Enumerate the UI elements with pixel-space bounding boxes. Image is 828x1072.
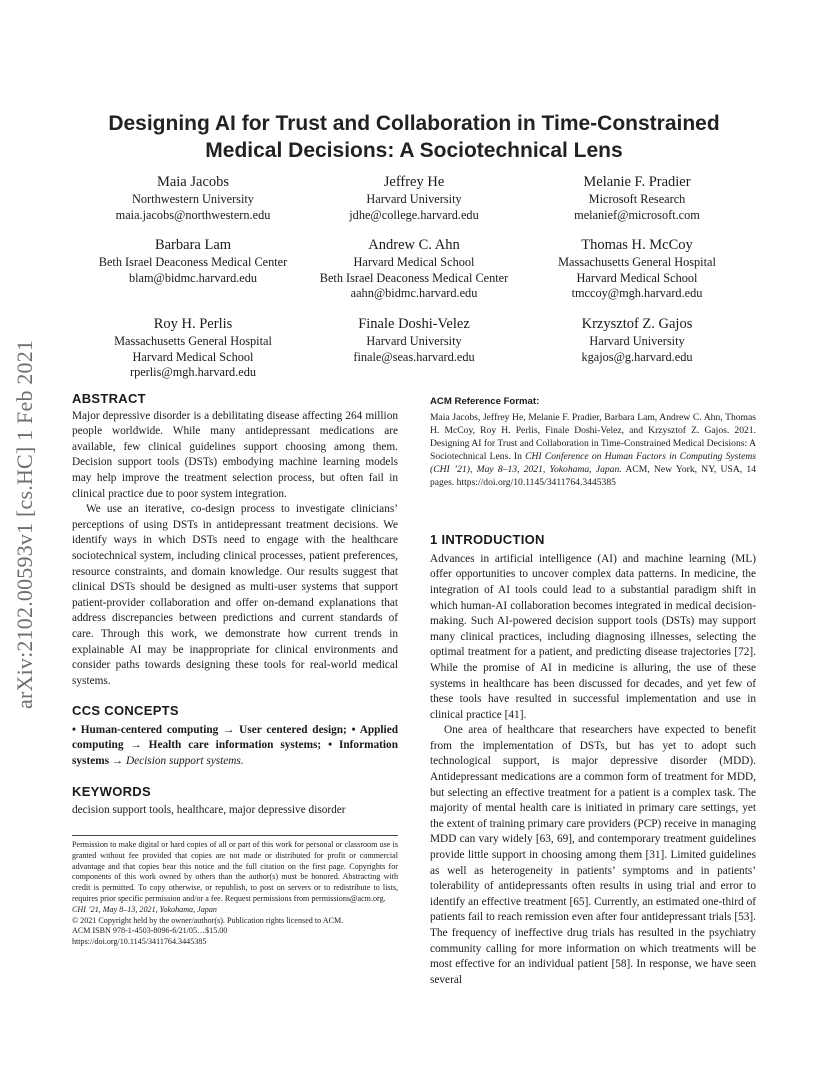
- title-line-2: Medical Decisions: A Sociotechnical Lens: [205, 139, 623, 162]
- acm-ref-authors: Maia Jacobs, Jeffrey He, Melanie F. Pradier, Barbara Lam, Andrew C. Ahn, Thomas H. McCoy, Roy H. Perlis, Finale Doshi-Velez, and Krzysztof Z. Gajos. 2021. Designing AI for Trust and Collaboration in Time-Constrained Medical Decisions: A Sociotechnical Lens. In: [430, 411, 756, 462]
- author-name: Roy H. Perlis: [153, 316, 233, 332]
- author-name: Jeffrey He: [383, 174, 445, 190]
- author-block: [289, 172, 539, 223]
- acm-ref-venue: CHI Conference on Human Factors in Computing Systems (CHI ’21), May 8–13, 2021, Yokohama, Japan.: [430, 450, 757, 475]
- right-column: [430, 394, 756, 988]
- copyright-line: © 2021 Copyright held by the owner/author(s). Publication rights licensed to ACM.: [72, 915, 344, 925]
- author-affiliation: Northwestern University: [132, 192, 254, 206]
- keywords-heading: KEYWORDS: [72, 783, 151, 799]
- author-email: maia.jacobs@northwestern.edu: [115, 207, 271, 222]
- author-block: [68, 314, 318, 381]
- ccs-concepts: [72, 723, 398, 770]
- author-block: [289, 314, 539, 365]
- author-affiliation: Harvard University: [366, 334, 462, 348]
- author-affiliation: Harvard University: [589, 334, 685, 348]
- abstract-paragraph: Major depressive disorder is a debilitating disease affecting 264 million people worldwide. While many antidepressant medications are available, few clinical guidelines support choosing among them. Decision support tools (DSTs) embodying machine learning models may help improve the treatment selection process, but often fail in clinical practice due to poor system integration.: [72, 409, 398, 500]
- author-email: melanief@microsoft.com: [574, 207, 700, 222]
- doi-line: https://doi.org/10.1145/3411764.3445385: [72, 937, 207, 947]
- left-column: [72, 391, 398, 819]
- intro-heading: 1 INTRODUCTION: [430, 532, 545, 548]
- author-affiliation: Beth Israel Deaconess Medical Center: [98, 255, 288, 269]
- ccs-heading: CCS CONCEPTS: [72, 703, 179, 719]
- author-block: [512, 314, 762, 365]
- author-name: Melanie F. Pradier: [583, 174, 691, 190]
- abstract-heading: ABSTRACT: [72, 391, 146, 406]
- keywords-text: decision support tools, healthcare, major depressive disorder: [72, 804, 346, 817]
- acm-ref-pub: ACM, New York, NY, USA, 14 pages. https://doi.org/10.1145/3411764.3445385: [430, 463, 756, 489]
- author-block: [512, 172, 762, 223]
- permission-block: [72, 840, 398, 948]
- intro-paragraph: Advances in artificial intelligence (AI) and machine learning (ML) offer opportunities to uncover complex data patterns. In medicine, the integration of AI tools could lead to a substantial paradigm shift in which human-AI collaboration becomes integrated in medical decision-making. Such AI-powered decision support tools (DSTs) may support many clinical practices, including diagnosing illnesses, selecting the optimal treatment for a patient, and predicting disease trajectories [72]. While the promise of AI in medicine is alluring, the use of these systems in healthcare has been discussed for decades, and yet few of these tools have resulted in successful implementation and use in clinical practice [41].: [430, 552, 756, 721]
- author-affiliation: Massachusetts General Hospital: [114, 334, 272, 348]
- author-email: aahn@bidmc.harvard.edu: [350, 286, 478, 301]
- title-line-1: Designing AI for Trust and Collaboration in Time-Constrained: [108, 112, 720, 135]
- author-affiliation: Massachusetts General Hospital: [558, 255, 716, 269]
- footnote-rule: [72, 835, 398, 836]
- author-affiliation: Microsoft Research: [588, 192, 686, 206]
- venue-line: CHI ’21, May 8–13, 2021, Yokohama, Japan: [72, 904, 217, 914]
- ccs-terms: • Human-centered computing → User centered design; • Applied computing → Health care information systems; • Information systems →: [72, 723, 398, 768]
- permission-text: Permission to make digital or hard copies of all or part of this work for personal or classroom use is granted without fee provided that copies are not made or distributed for profit or commercial advantage and that copies bear this notice and the full citation on the first page. Copyrights for components of this work owned by others than the author(s) must be honored. Abstracting with credit is permitted. To copy otherwise, or republish, to post on servers or to redistribute to lists, requires prior specific permission and/or a fee. Request permissions from permissions@acm.org.: [72, 840, 398, 903]
- author-name: Krzysztof Z. Gajos: [581, 316, 693, 332]
- author-email: finale@seas.harvard.edu: [353, 349, 475, 364]
- author-block: [289, 235, 539, 302]
- author-affiliation-2: Harvard Medical School: [132, 349, 254, 364]
- author-affiliation: Harvard Medical School: [353, 255, 475, 269]
- author-email: rperlis@mgh.harvard.edu: [129, 365, 257, 380]
- author-affiliation-2: Beth Israel Deaconess Medical Center: [319, 270, 509, 285]
- author-block: [68, 235, 318, 286]
- intro-paragraph: One area of healthcare that researchers have expected to benefit from the implementation of DSTs, but has yet to adopt such technological support, is major depressive disorder (MDD). Antidepressant medications are a common form of treatment for MDD, but selecting an effective treatment for a patient is a complex task. The majority of mental health care is initiated in primary care settings, yet the extent of training primary care providers (PCP) receive in managing MDD can vary widely [63, 69], and contemporary treatment guidelines provide little support in choosing among them [31]. Limited guidelines as well as heterogeneity in patients’ symptoms and in patients’ tolerability of antidepressants often results in using trial and error to identify an effective treatment [65]. Currently, an estimated one-third of patients fail to reach remission even after four antidepressant trials [53]. The frequency of ineffective drug trials has resulted in the psychiatry community calling for more information on which treatments will be most effective for an individual patient [58]. In response, we have seen several: [430, 724, 756, 986]
- author-affiliation: Harvard University: [366, 192, 462, 206]
- ccs-term-last: Decision support systems.: [125, 755, 244, 768]
- author-email: kgajos@g.harvard.edu: [581, 349, 693, 364]
- author-block: [68, 172, 318, 223]
- author-name: Maia Jacobs: [156, 174, 230, 190]
- author-email: blam@bidmc.harvard.edu: [128, 270, 258, 285]
- acm-ref-heading: ACM Reference Format:: [430, 396, 540, 407]
- arxiv-stamp: arXiv:2102.00593v1 [cs.HC] 1 Feb 2021: [12, 339, 37, 710]
- author-name: Thomas H. McCoy: [581, 237, 693, 253]
- author-name: Andrew C. Ahn: [368, 237, 460, 253]
- author-name: Barbara Lam: [154, 237, 232, 253]
- author-block: [512, 235, 762, 302]
- paper-title: [70, 110, 758, 164]
- author-affiliation-2: Harvard Medical School: [576, 270, 698, 285]
- author-email: tmccoy@mgh.harvard.edu: [571, 286, 703, 301]
- author-email: jdhe@college.harvard.edu: [349, 207, 479, 222]
- isbn-line: ACM ISBN 978-1-4503-8096-6/21/05…$15.00: [72, 926, 228, 936]
- acm-ref-text: [430, 411, 756, 490]
- author-name: Finale Doshi-Velez: [358, 316, 470, 332]
- abstract-paragraph: We use an iterative, co-design process to investigate clinicians’ perceptions of using DSTs in antidepressant treatment decisions. We identify ways in which DSTs need to engage with the healthcare sociotechnical system, including clinical processes, patient preferences, resource constraints, and domain knowledge. Our results suggest that clinical DSTs should be designed as multi-user systems that support patient-provider collaboration and offer on-demand explanations that address discrepancies between predictions and current standards of care. Through this work, we demonstrate how current trends in explainable AI may be inappropriate for clinical environments and consider paths towards designing these tools for real-world medical systems.: [72, 503, 398, 687]
